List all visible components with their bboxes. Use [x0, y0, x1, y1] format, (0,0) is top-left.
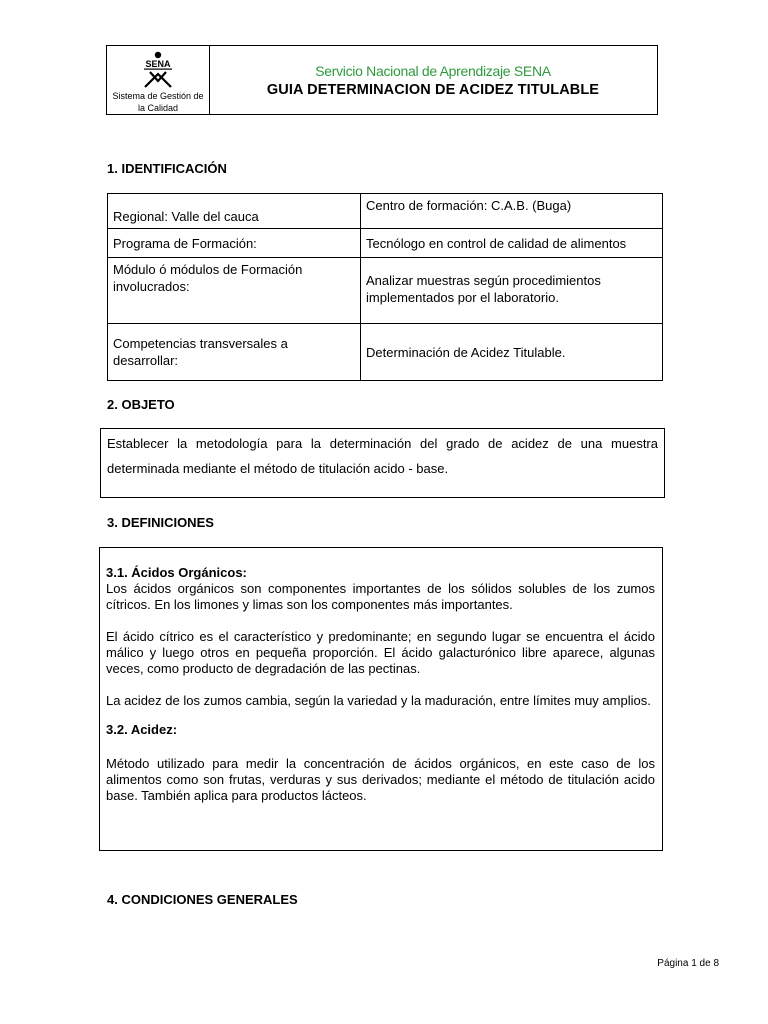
table-cell: Determinación de Acidez Titulable.	[361, 324, 663, 381]
table-cell: Programa de Formación:	[108, 229, 361, 258]
section-3-heading: 3. DEFINICIONES	[107, 515, 214, 530]
paragraph: El ácido cítrico es el característico y predominante; en segundo lugar se encuentra el ácido málico y luego otros en pequeña proporción. El ácido galacturónico libre aparece, algunas veces, como producto de degradación de las pectinas.	[106, 629, 655, 676]
organization-name: Servicio Nacional de Aprendizaje SENA	[315, 63, 551, 79]
table-row	[108, 194, 663, 229]
table-cell: Tecnólogo en control de calidad de alimentos	[361, 229, 663, 258]
paragraph: Los ácidos orgánicos son componentes importantes de los sólidos solubles de los zumos cítricos. En los limones y limas son los componentes más importantes.	[106, 581, 655, 612]
table-row	[108, 258, 663, 324]
table-row	[108, 324, 663, 381]
table-cell: Módulo ó módulos de Formación involucrados:	[108, 258, 361, 324]
table-cell: Analizar muestras según procedimientos implementados por el laboratorio.	[361, 258, 663, 324]
section-2-heading: 2. OBJETO	[107, 397, 175, 412]
table-cell: Regional: Valle del cauca	[108, 194, 361, 229]
subsection-title: 3.2. Acidez:	[106, 722, 178, 737]
paragraph: La acidez de los zumos cambia, según la variedad y la maduración, entre límites muy amplios.	[106, 693, 651, 708]
sena-logo-icon	[141, 51, 175, 89]
document-header	[106, 45, 658, 115]
svg-text:SENA: SENA	[145, 59, 171, 69]
logo-cell	[107, 46, 210, 114]
section-1-heading: 1. IDENTIFICACIÓN	[107, 161, 227, 176]
paragraph: Método utilizado para medir la concentración de ácidos orgánicos, en este caso de los alimentos como son frutas, verduras y sus derivados; mediante el método de titulación acido base. También aplica para productos lácteos.	[106, 756, 655, 803]
subsection-title: 3.1. Ácidos Orgánicos:	[106, 565, 247, 580]
definitions-box	[99, 547, 663, 851]
table-cell: Competencias transversales a desarrollar:	[108, 324, 361, 381]
logo-caption: Sistema de Gestión de la Calidad	[112, 91, 204, 113]
section-4-heading: 4. CONDICIONES GENERALES	[107, 892, 298, 907]
identification-table	[107, 193, 663, 381]
table-row	[108, 229, 663, 258]
document-title: GUIA DETERMINACION DE ACIDEZ TITULABLE	[266, 82, 600, 98]
table-cell: Centro de formación: C.A.B. (Buga)	[361, 194, 663, 229]
objective-box	[100, 428, 665, 498]
objective-text: Establecer la metodología para la determinación del grado de acidez de una muestra determinada mediante el método de titulación acido - base.	[107, 436, 658, 476]
page-number: Página 1 de 8	[657, 958, 719, 969]
